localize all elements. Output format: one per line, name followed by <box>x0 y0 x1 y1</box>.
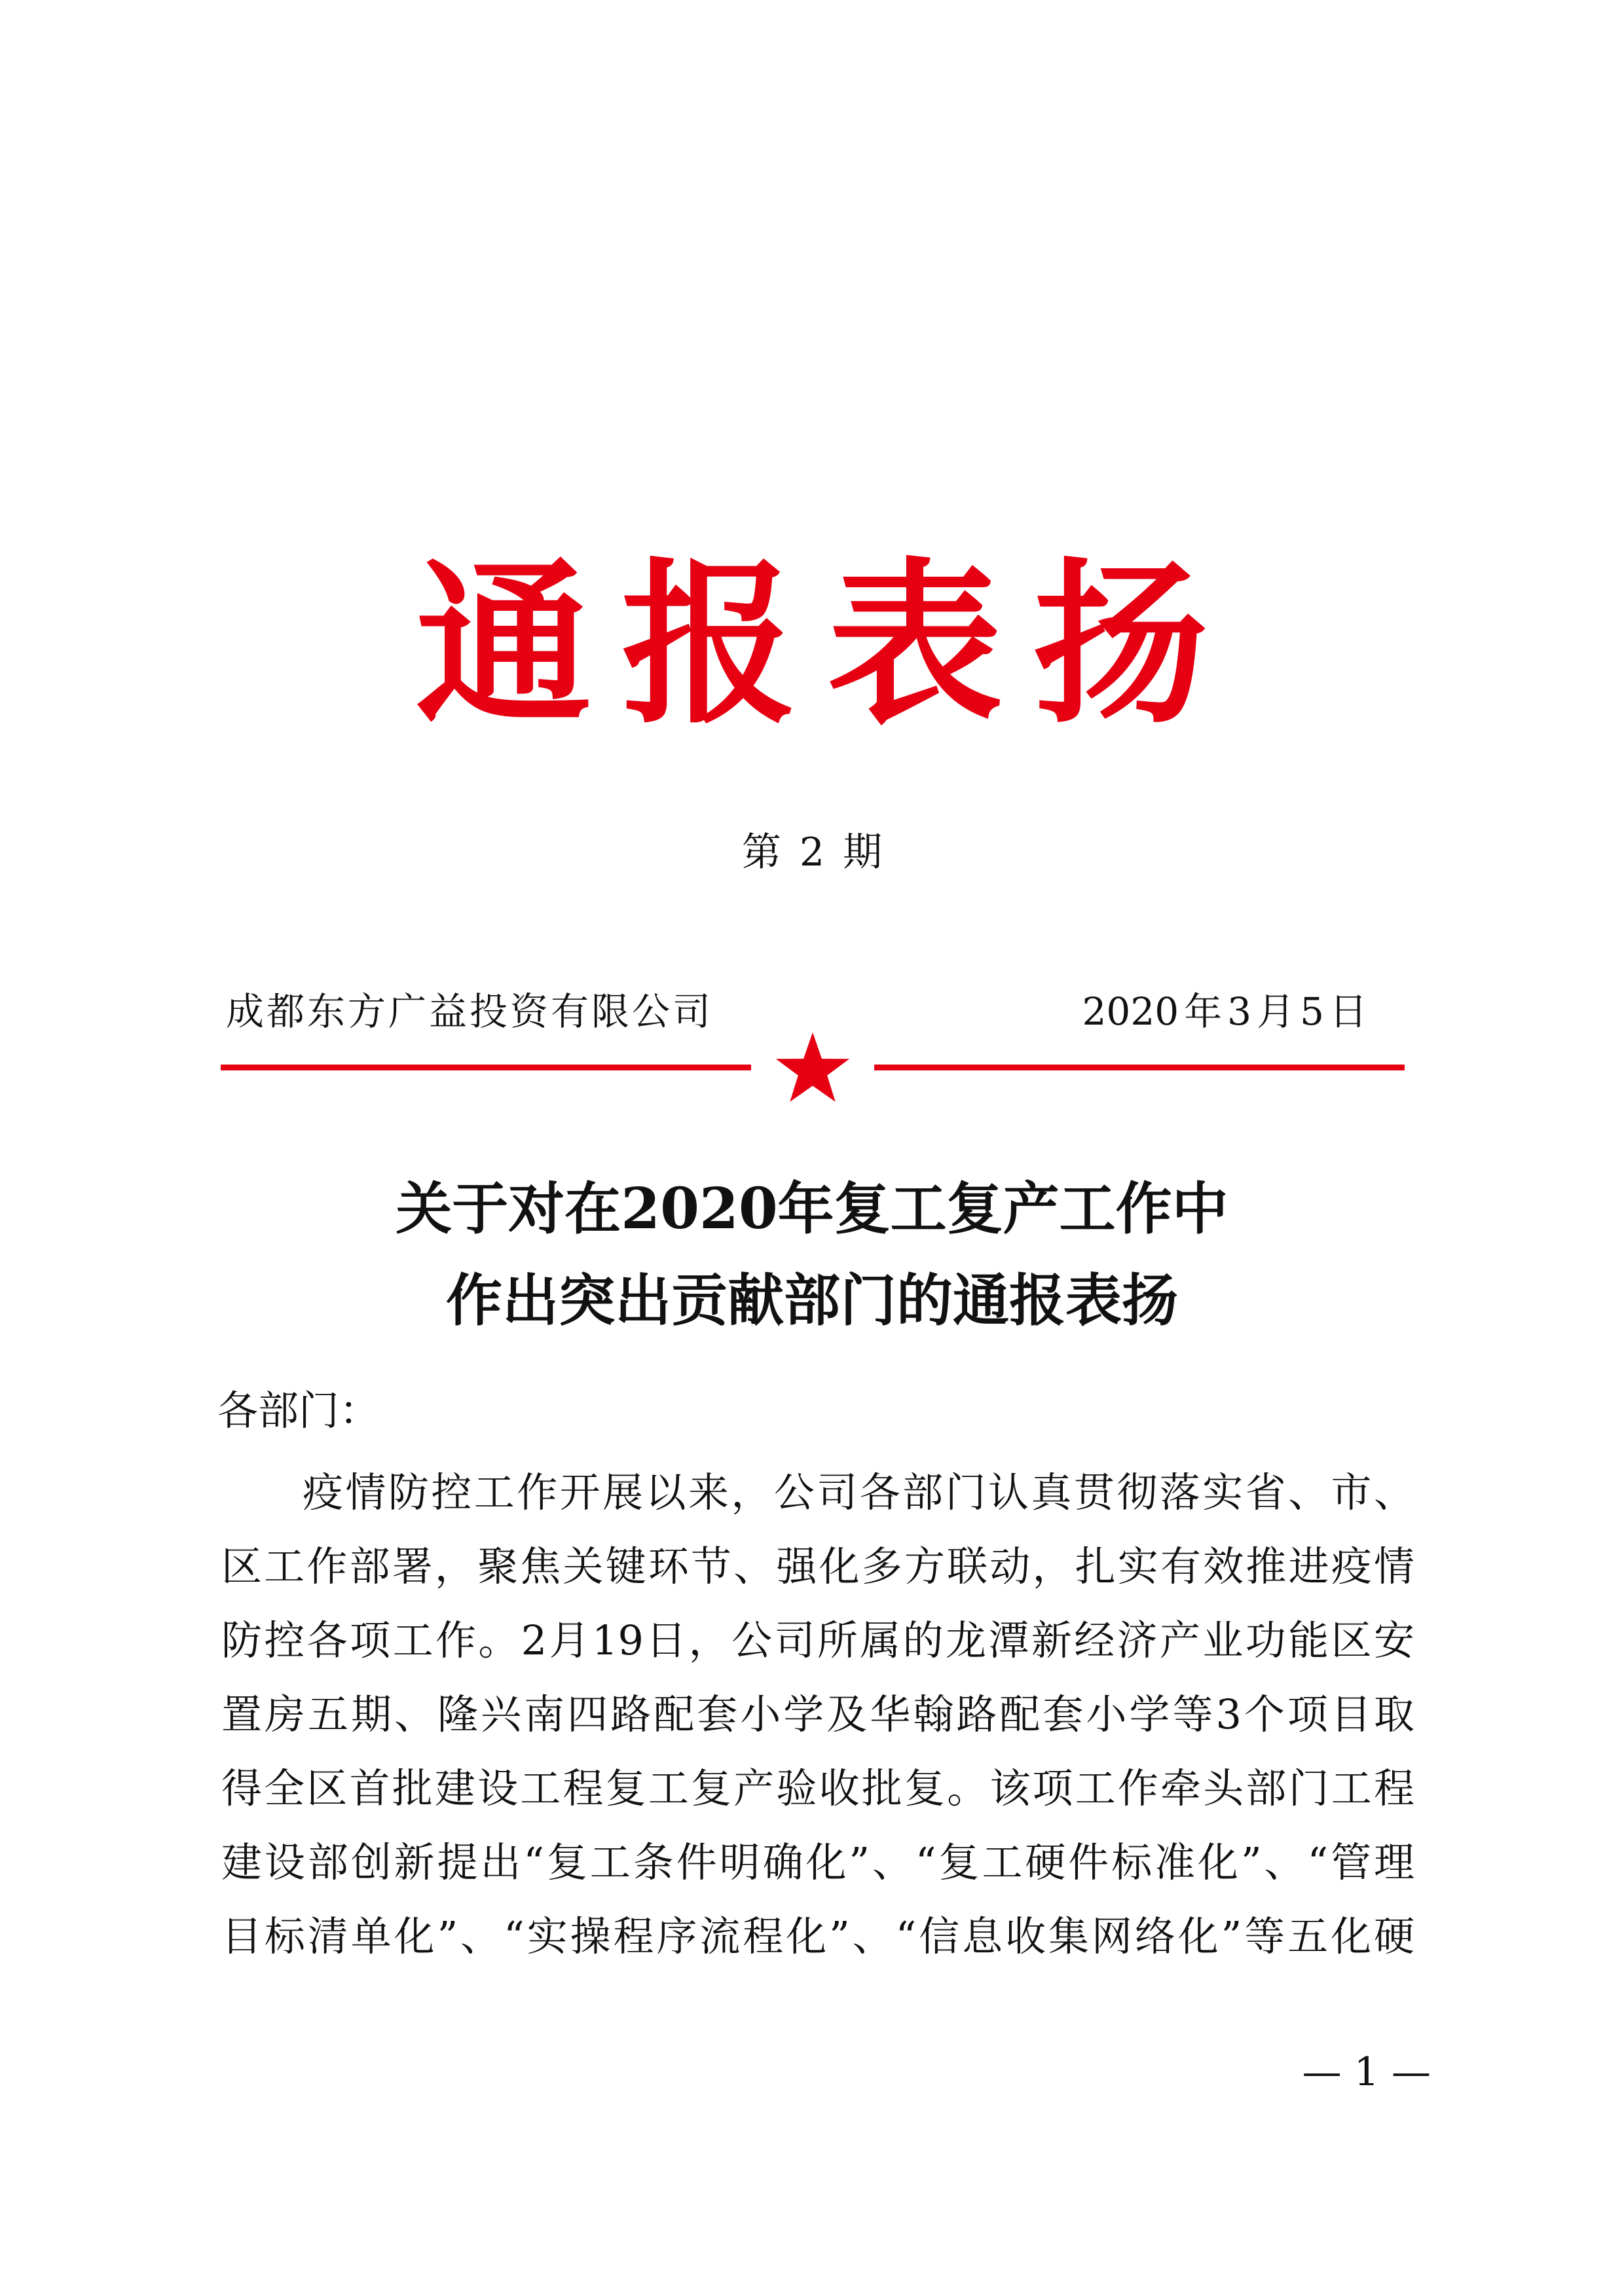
date-day-unit: 日 <box>1329 989 1367 1034</box>
date-month-unit: 月 <box>1257 989 1295 1034</box>
body-line: 区工作部署，聚焦关键环节、强化多方联动，扎实有效推进疫情 <box>221 1542 1414 1590</box>
issuing-organization: 成都东方广益投资有限公司 <box>226 989 714 1034</box>
issue-number <box>0 826 1624 879</box>
body-line: 防控各项工作。2月19日，公司所属的龙潭新经济产业功能区安 <box>221 1616 1414 1664</box>
salutation: 各部门： <box>217 1387 380 1434</box>
date-year-unit: 年 <box>1184 989 1223 1034</box>
red-separator-right <box>874 1065 1405 1070</box>
body-line: 疫情防控工作开展以来，公司各部门认真贯彻落实省、市、 <box>303 1468 1414 1516</box>
date-year: 2020 <box>1082 989 1179 1034</box>
date-month: 3 <box>1227 989 1252 1034</box>
issue-date <box>1077 982 1367 1041</box>
document-title-line-2: 作出突出贡献部门的通报表扬 <box>446 1267 1178 1334</box>
body-line: 置房五期、隆兴南四路配套小学及华翰路配套小学等3个项目取 <box>221 1690 1414 1738</box>
masthead-title: 通报表扬 <box>416 541 1238 748</box>
body-line: 目标清单化”、“实操程序流程化”、“信息收集网络化”等五化硬 <box>221 1912 1414 1960</box>
issue-number-value: 2 <box>799 829 825 875</box>
document-title-line-1: 关于对在2020年复工复产工作中 <box>396 1176 1228 1242</box>
date-day: 5 <box>1300 989 1324 1034</box>
red-separator-left <box>221 1065 751 1070</box>
body-line: 得全区首批建设工程复工复产验收批复。该项工作牵头部门工程 <box>221 1764 1414 1812</box>
star-icon <box>774 1029 851 1106</box>
issue-prefix: 第 <box>741 829 781 875</box>
body-line: 建设部创新提出“复工条件明确化”、“复工硬件标准化”、“管理 <box>221 1838 1414 1886</box>
page-number: — 1 — <box>1302 2049 1431 2095</box>
issue-suffix: 期 <box>843 829 883 875</box>
